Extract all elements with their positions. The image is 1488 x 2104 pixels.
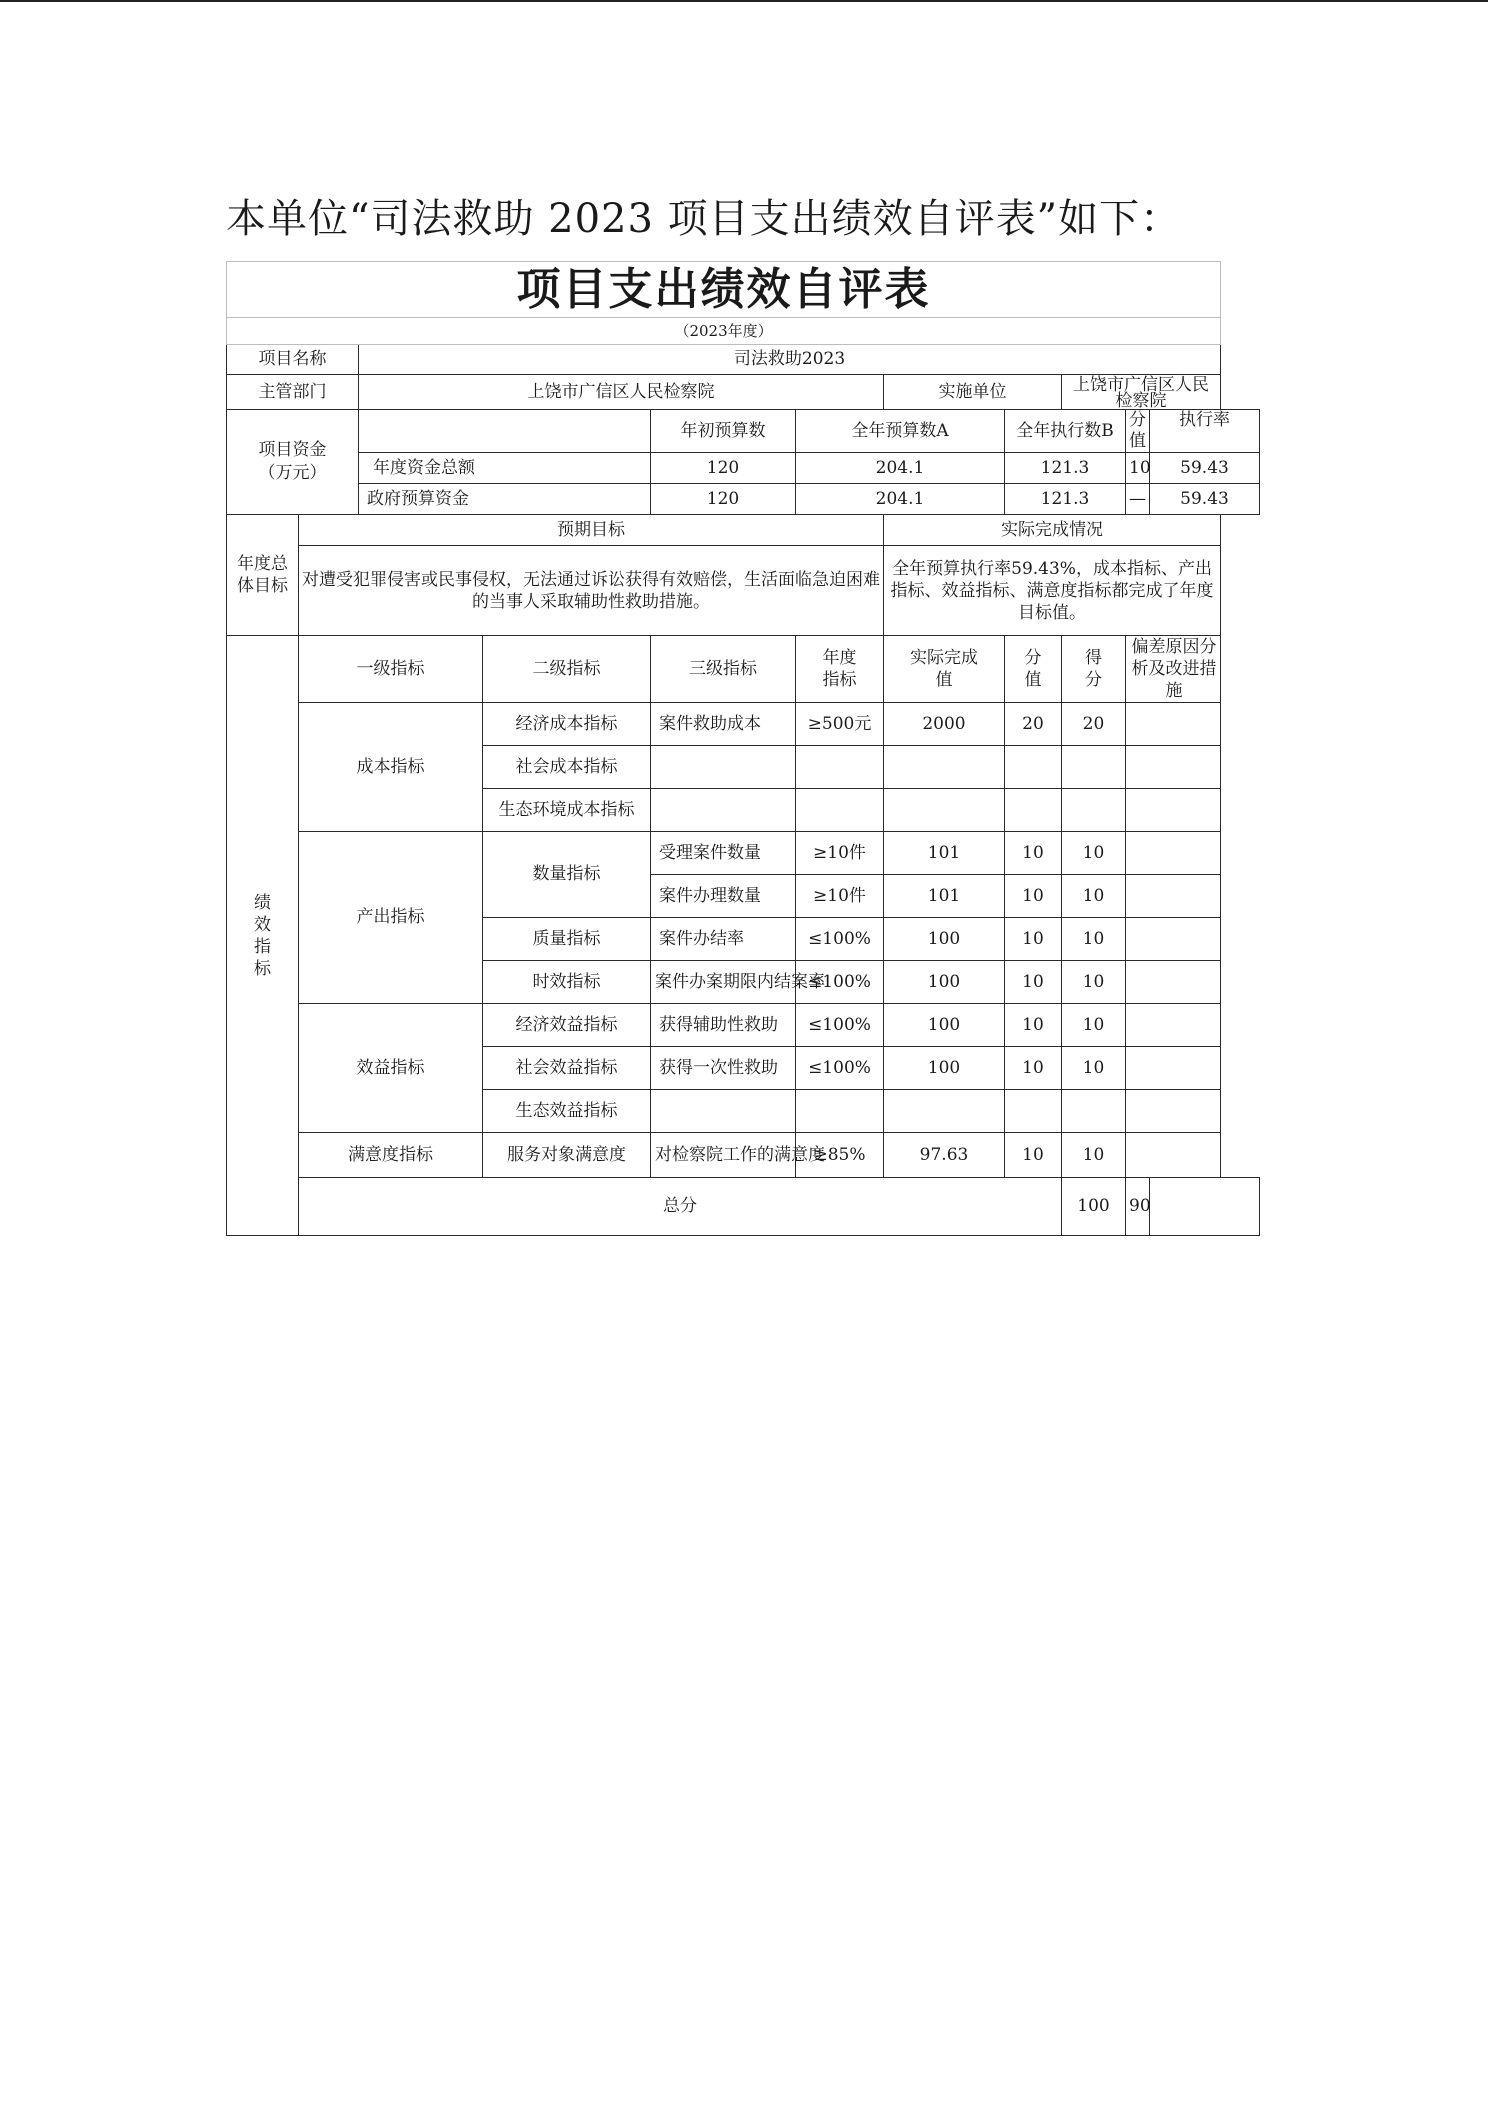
overall-label-text: 年度总体目标 [237,554,288,596]
funds-header-blank [359,410,651,453]
perf-header-value-text: 分值 [1024,648,1042,690]
value-cell [1005,789,1062,832]
perf-label [227,636,299,1236]
score-cell [1062,1090,1126,1133]
fund-row-annual: 204.1 [796,453,1005,484]
score-cell: 10 [1062,875,1126,918]
level2-economic-cost: 经济成本指标 [483,703,651,746]
overall-label [227,515,299,636]
deviation-cell [1126,1090,1221,1133]
level3-cell: 受理案件数量 [651,832,796,875]
perf-header-score [1062,636,1126,703]
deviation-cell [1126,918,1221,961]
score-cell [1062,746,1126,789]
target-cell: ≥85% [796,1133,884,1178]
value-cell: 10 [1005,961,1062,1004]
level2-timeliness: 时效指标 [483,961,651,1004]
score-cell: 10 [1062,1133,1126,1178]
total-value: 100 [1062,1178,1126,1236]
value-cell: 10 [1005,832,1062,875]
fund-row-executed: 121.3 [1005,484,1126,515]
actual-cell: 100 [884,1004,1005,1047]
perf-header-actual [884,636,1005,703]
fund-row-initial: 120 [651,484,796,515]
total-deviation [1150,1178,1260,1236]
target-cell [796,789,884,832]
value-cell: 10 [1005,918,1062,961]
fund-row-executed: 121.3 [1005,453,1126,484]
perf-header-target [796,636,884,703]
deviation-cell [1126,1047,1221,1090]
deviation-cell [1126,961,1221,1004]
project-name-value: 司法救助2023 [359,345,1221,375]
actual-cell [884,746,1005,789]
deviation-cell [1126,746,1221,789]
funds-label [227,410,359,515]
actual-cell: 100 [884,1047,1005,1090]
score-cell: 10 [1062,918,1126,961]
impl-label: 实施单位 [884,375,1062,410]
score-cell [1062,789,1126,832]
level2-quality: 质量指标 [483,918,651,961]
perf-header-deviation-text: 偏差原因分析及改进措施 [1131,637,1217,701]
funds-label-text: 项目资金（万元） [258,440,327,483]
perf-header-deviation [1126,636,1221,703]
level2-social-benefit: 社会效益指标 [483,1047,651,1090]
fund-row-label: 政府预算资金 [359,484,651,515]
actual-text: 全年预算执行率59.43%，成本指标、产出指标、效益指标、满意度指标都完成了年度目标值。 [884,546,1221,636]
deviation-cell [1126,832,1221,875]
deviation-cell [1126,703,1221,746]
total-label: 总分 [299,1178,1062,1236]
actual-cell: 100 [884,918,1005,961]
level3-cell: 获得辅助性救助 [651,1004,796,1047]
level3-cell: 对检察院工作的满意度 [651,1133,796,1178]
fund-row-rate: 59.43 [1150,453,1260,484]
score-cell: 10 [1062,1047,1126,1090]
level1-output: 产出指标 [299,832,483,1004]
perf-header-level1: 一级指标 [299,636,483,703]
actual-cell: 2000 [884,703,1005,746]
target-cell: ≤100% [796,1047,884,1090]
value-cell [1005,1090,1062,1133]
level3-cell [651,746,796,789]
fund-row-annual: 204.1 [796,484,1005,515]
deviation-cell [1126,875,1221,918]
deviation-cell [1126,1004,1221,1047]
table-year: （2023年度） [227,318,1221,345]
target-cell: ≥500元 [796,703,884,746]
level2-eco-benefit: 生态效益指标 [483,1090,651,1133]
level2-quantity: 数量指标 [483,832,651,918]
level2-eco-cost: 生态环境成本指标 [483,789,651,832]
dept-label: 主管部门 [227,375,359,410]
level3-cell: 案件办结率 [651,918,796,961]
perf-header-score-text: 得分 [1085,648,1102,690]
total-score: 90 [1126,1178,1150,1236]
score-cell: 10 [1062,961,1126,1004]
score-cell: 10 [1062,1004,1126,1047]
value-cell: 10 [1005,1133,1062,1178]
level3-cell [651,1090,796,1133]
actual-cell: 97.63 [884,1133,1005,1178]
fund-row-rate: 59.43 [1150,484,1260,515]
fund-row-score-value: 10 [1126,453,1150,484]
fund-row-label: 年度资金总额 [359,453,651,484]
page-top-border [0,0,1488,2]
score-cell: 10 [1062,832,1126,875]
actual-cell [884,1090,1005,1133]
level2-economic-benefit: 经济效益指标 [483,1004,651,1047]
target-cell [796,1090,884,1133]
perf-header-target-text: 年度指标 [822,648,857,690]
impl-value: 上饶市广信区人民检察院 [1062,375,1221,410]
table-title: 项目支出绩效自评表 [227,262,1221,318]
target-cell: ≥10件 [796,832,884,875]
fund-header-executed: 全年执行数B [1005,410,1126,453]
value-cell: 10 [1005,1047,1062,1090]
fund-row-initial: 120 [651,453,796,484]
actual-cell: 101 [884,875,1005,918]
value-cell [1005,746,1062,789]
perf-header-value [1005,636,1062,703]
actual-cell [884,789,1005,832]
level1-benefit: 效益指标 [299,1004,483,1133]
target-cell: ≤100% [796,918,884,961]
project-name-label: 项目名称 [227,345,359,375]
deviation-cell [1126,1133,1221,1178]
level1-satisfaction: 满意度指标 [299,1133,483,1178]
value-cell: 10 [1005,875,1062,918]
fund-row-score-value: — [1126,484,1150,515]
target-cell: ≤100% [796,1004,884,1047]
perf-label-text: 绩效指标 [254,892,271,979]
perf-header-level2: 二级指标 [483,636,651,703]
perf-header-level3: 三级指标 [651,636,796,703]
fund-header-rate: 执行率 [1150,410,1260,453]
level3-cell [651,789,796,832]
level3-cell: 案件救助成本 [651,703,796,746]
value-cell: 20 [1005,703,1062,746]
performance-table [226,261,1260,1236]
level3-cell: 案件办理数量 [651,875,796,918]
expected-text: 对遭受犯罪侵害或民事侵权，无法通过诉讼获得有效赔偿，生活面临急迫困难的当事人采取辅助性救助措施。 [299,546,884,636]
intro-text: 本单位“司法救助 2023 项目支出绩效自评表”如下： [226,196,1182,242]
fund-header-initial: 年初预算数 [651,410,796,453]
dept-value: 上饶市广信区人民检察院 [359,375,884,410]
target-cell: ≥10件 [796,875,884,918]
level2-social-cost: 社会成本指标 [483,746,651,789]
target-cell: ≤100% [796,961,884,1004]
actual-cell: 100 [884,961,1005,1004]
level1-cost: 成本指标 [299,703,483,832]
value-cell: 10 [1005,1004,1062,1047]
actual-cell: 101 [884,832,1005,875]
level3-cell: 获得一次性救助 [651,1047,796,1090]
level2-service-satisfaction: 服务对象满意度 [483,1133,651,1178]
perf-header-actual-text: 实际完成值 [910,648,978,690]
expected-label: 预期目标 [299,515,884,546]
deviation-cell [1126,789,1221,832]
level3-cell: 案件办案期限内结案率 [651,961,796,1004]
target-cell [796,746,884,789]
score-cell: 20 [1062,703,1126,746]
actual-label: 实际完成情况 [884,515,1221,546]
fund-header-annual: 全年预算数A [796,410,1005,453]
fund-header-score-value: 分值 [1126,410,1150,453]
